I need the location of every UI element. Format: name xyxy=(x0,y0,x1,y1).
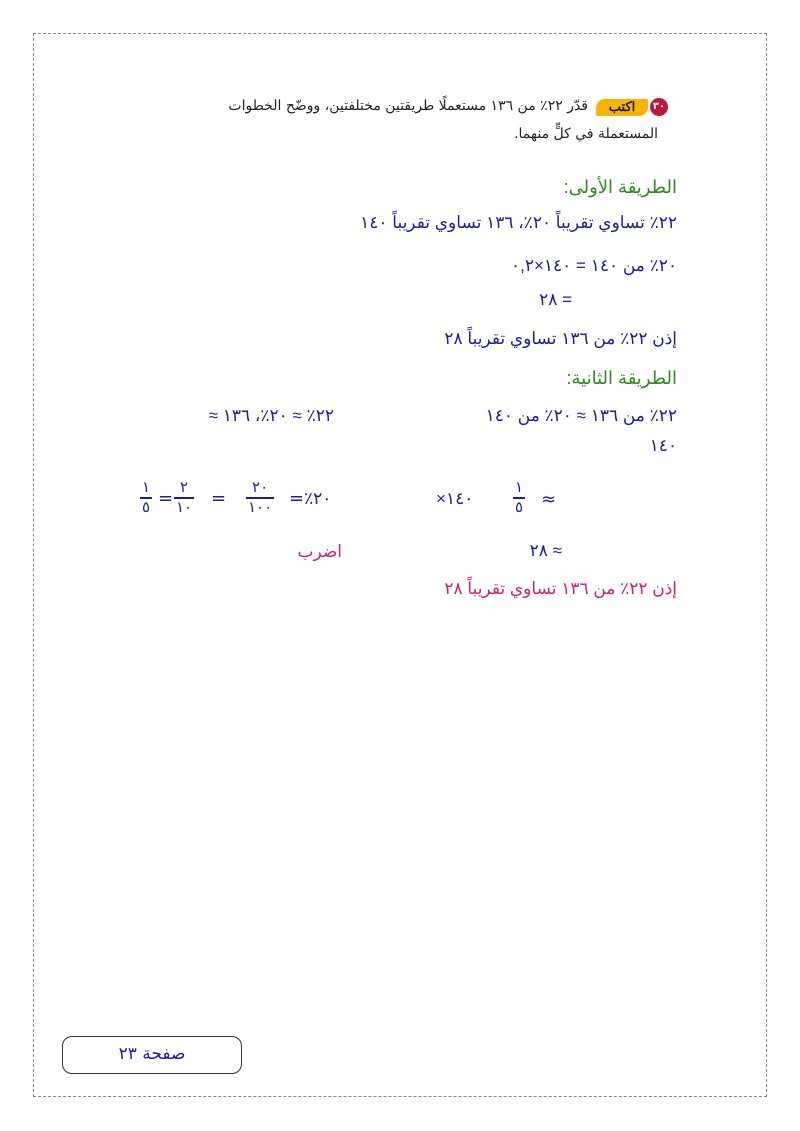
method1-line-1: ٢٢٪ تساوي تقريباً ٢٠٪، ١٣٦ تساوي تقريباً ١٤٠ xyxy=(360,213,677,232)
equals-sign: = xyxy=(211,488,227,509)
method2-conclusion: إذن ٢٢٪ من ١٣٦ تساوي تقريباً ٢٨ xyxy=(444,579,677,598)
method2-left-fraction-20-100 xyxy=(246,479,274,517)
approx-symbol: ≈ xyxy=(541,489,557,510)
method1-line-3: = ٢٨ xyxy=(539,290,572,309)
page-number-box xyxy=(62,1036,242,1074)
fraction-numerator: ١ xyxy=(142,479,151,496)
method2-right-line-1b: ١٤٠ xyxy=(649,436,677,455)
method2-left-line-3: اضرب xyxy=(297,542,342,561)
fraction-numerator: ٢٠ xyxy=(252,479,269,496)
method2-left-fraction-2-10 xyxy=(174,479,194,517)
fraction-numerator: ١ xyxy=(515,479,524,496)
fraction-denominator: ٥ xyxy=(142,498,151,516)
method2-title: الطريقة الثانية: xyxy=(566,368,677,388)
problem-number-badge: ٣٠ xyxy=(650,98,668,116)
problem-text-line-1: قدّر ٢٢٪ من ١٣٦ مستعملًا طريقتين مختلفتين، ووضّح الخطوات xyxy=(228,98,588,114)
page-number-label: صفحة ٢٣ xyxy=(118,1044,186,1064)
fraction-denominator: ٥ xyxy=(515,498,524,516)
method2-right-line-3: ≈ ٢٨ xyxy=(529,541,562,560)
write-label-badge: اكتب xyxy=(596,99,648,116)
fraction-denominator: ١٠ xyxy=(176,498,193,516)
method2-left-line-1: ٢٢٪ ≈ ٢٠٪، ١٣٦ ≈ xyxy=(208,406,334,425)
equals-sign: = xyxy=(289,488,305,509)
method2-right-line-2-suffix: ×١٤٠ xyxy=(436,489,474,508)
fraction-numerator: ٢ xyxy=(180,479,189,496)
method2-left-fraction-1-5 xyxy=(140,479,152,517)
method1-line-2: ٢٠٪ من ١٤٠ = ١٤٠×٠,٢ xyxy=(510,256,677,275)
fraction-denominator: ١٠٠ xyxy=(248,498,273,516)
method2-left-percent: ٢٠٪ xyxy=(304,489,332,508)
equals-sign: = xyxy=(158,488,174,509)
problem-text-line-2: المستعملة في كلٍّ منهما. xyxy=(514,126,658,142)
method1-conclusion: إذن ٢٢٪ من ١٣٦ تساوي تقريباً ٢٨ xyxy=(444,329,677,348)
method2-right-line-1: ٢٢٪ من ١٣٦ ≈ ٢٠٪ من ١٤٠ xyxy=(485,406,677,425)
method2-right-fraction xyxy=(513,479,525,517)
method1-title: الطريقة الأولى: xyxy=(563,177,677,197)
